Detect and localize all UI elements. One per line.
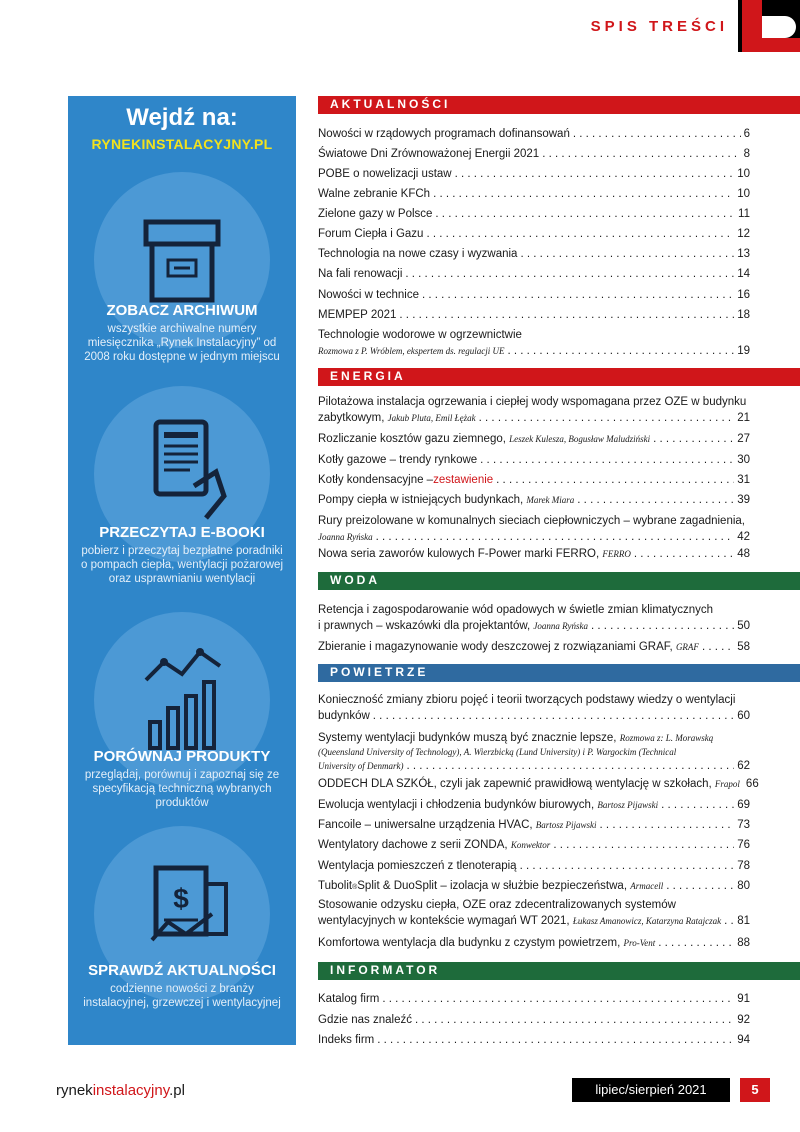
promo-heading: Wejdź na: xyxy=(126,104,238,131)
section-header-woda: WODA xyxy=(318,572,800,590)
section-header-aktualnosci: AKTUALNOŚCI xyxy=(318,96,800,114)
section-header-informator: INFORMATOR xyxy=(318,962,800,980)
toc-entry[interactable]: Retencja i zagospodarowanie wód opadowych w świetle zmian klimatycznych i prawnych – wskazówki dla projektantów, Joanna Ryńska . . . 50 xyxy=(318,602,750,634)
promo-panel[interactable] xyxy=(68,96,296,1045)
toc-entry[interactable]: Konieczność zmiany zbioru pojęć i teorii tworzących podstawy wiedzy o wentylacji budynków . . . 60 xyxy=(318,692,750,724)
page-section-title: SPIS TREŚCI xyxy=(590,18,728,35)
toc-entry[interactable]: Kotły kondensacyjne – zestawienie . . . 31 xyxy=(318,472,750,488)
toc-entry[interactable]: Systemy wentylacji budynków muszą być znacznie lepsze, Rozmowa z: L. Morawską (Queensland University of Technology), A. Wierzbicką (Lund University) i P. Wargockim (Technical University of Denmark) . . . 62 xyxy=(318,730,750,773)
toc-entry[interactable]: Indeks firm . . . 94 xyxy=(318,1032,750,1048)
toc-entry[interactable]: ODDECH DLA SZKÓŁ, czyli jak zapewnić prawidłową wentylację w szkołach, Frapol 66 xyxy=(318,778,759,790)
toc-entry[interactable]: Katalog firm . . . 91 xyxy=(318,991,750,1007)
toc-entry[interactable]: Komfortowa wentylacja dla budynku z czystym powietrzem, Pro-Vent . . . 88 xyxy=(318,935,750,951)
toc-entry[interactable]: Walne zebranie KFCh . . . 10 xyxy=(318,186,750,202)
toc-entry[interactable]: Technologie wodorowe w ogrzewnictwie Rozmowa z P. Wróblem, ekspertem ds. regulacji UE . . . 19 xyxy=(318,327,750,359)
toc-entry[interactable]: Zielone gazy w Polsce . . . 11 xyxy=(318,206,750,222)
toc-entry[interactable]: Kotły gazowe – trendy rynkowe . . . 30 xyxy=(318,452,750,468)
toc-entry[interactable]: POBE o nowelizacji ustaw . . . 10 xyxy=(318,166,750,182)
promo-desc-ebooks: pobierz i przeczytaj bezpłatne poradniki o pompach ciepła, wentylacji pożarowej oraz usprawnianiu wentylacji xyxy=(81,545,283,585)
magazine-logo-icon xyxy=(738,0,800,52)
toc-entry[interactable]: Rury preizolowane w komunalnych sieciach ciepłowniczych – wybrane zagadnienia, Joanna Ryńska . . . 42 xyxy=(318,513,750,545)
promo-title-products: PORÓWNAJ PRODUKTY xyxy=(93,748,271,765)
toc-entry[interactable]: Tubolit ® Split & DuoSplit – izolacja w służbie bezpieczeństwa, Armacell . . . 80 xyxy=(318,878,750,896)
toc-entry[interactable]: Nowości w rządowych programach dofinansowań . . . 6 xyxy=(318,126,750,142)
promo-title-ebooks: PRZECZYTAJ E-BOOKI xyxy=(99,524,265,541)
toc-entry[interactable]: Pompy ciepła w istniejących budynkach, Marek Miara . . . 39 xyxy=(318,492,750,508)
footer-issue: lipiec/sierpień 2021 xyxy=(572,1078,730,1102)
section-header-powietrze: POWIETRZE xyxy=(318,664,800,682)
toc-entry[interactable]: Nowości w technice . . . 16 xyxy=(318,287,750,303)
toc-entry[interactable]: Technologia na nowe czasy i wyzwania . . . 13 xyxy=(318,246,750,262)
promo-title-archive: ZOBACZ ARCHIWUM xyxy=(106,302,258,319)
promo-desc-archive: wszystkie archiwalne numery miesięcznika „Rynek Instalacyjny” od 2008 roku dostępne w jednym miejscu xyxy=(84,323,280,363)
toc-entry[interactable]: Nowa seria zaworów kulowych F-Power marki FERRO, FERRO . . . 48 xyxy=(318,546,750,562)
toc-entry[interactable]: Światowe Dni Zrównoważonej Energii 2021 . . . 8 xyxy=(318,146,750,162)
toc-entry[interactable]: Fancoile – uniwersalne urządzenia HVAC, Bartosz Pijawski . . . 73 xyxy=(318,817,750,833)
toc-entry[interactable]: Na fali renowacji . . . 14 xyxy=(318,266,750,282)
promo-desc-news: codzienne nowości z branży instalacyjnej, grzewczej i wentylacyjnej xyxy=(83,983,281,1009)
toc-entry[interactable]: Wentylatory dachowe z serii ZONDA, Konwektor . . . 76 xyxy=(318,837,750,853)
footer-site-link[interactable]: rynekinstalacyjny.pl xyxy=(56,1082,185,1099)
toc-entry[interactable]: Forum Ciepła i Gazu . . . 12 xyxy=(318,226,750,242)
section-header-energia: ENERGIA xyxy=(318,368,800,386)
toc-entry[interactable]: Gdzie nas znaleźć . . . 92 xyxy=(318,1012,750,1028)
toc-entry[interactable]: Wentylacja pomieszczeń z tlenoterapią . . . 78 xyxy=(318,858,750,874)
toc-entry[interactable]: Ewolucja wentylacji i chłodzenia budynków biurowych, Bartosz Pijawski . . . 69 xyxy=(318,797,750,813)
footer-page-number: 5 xyxy=(740,1078,770,1102)
toc-entry[interactable]: MEMPEP 2021 . . . 18 xyxy=(318,307,750,323)
toc-entry[interactable]: Zbieranie i magazynowanie wody deszczowej z rozwiązaniami GRAF, GRAF . . . 58 xyxy=(318,639,750,655)
promo-desc-products: przeglądaj, porównuj i zapoznaj się ze specyfikacją techniczną wybranych produktów xyxy=(84,769,280,809)
promo-title-news: SPRAWDŹ AKTUALNOŚCI xyxy=(88,962,276,979)
svg-text:$: $ xyxy=(173,883,189,914)
toc-entry[interactable]: Pilotażowa instalacja ogrzewania i ciepłej wody wspomagana przez OZE w budynku zabytkowym, Jakub Pluta, Emil Łężak . . . 21 xyxy=(318,394,750,426)
promo-site-link[interactable]: RYNEKINSTALACYJNY.PL xyxy=(91,136,273,152)
toc-entry[interactable]: Rozliczanie kosztów gazu ziemnego, Leszek Kulesza, Bogusław Maludziński . . . 27 xyxy=(318,431,750,447)
toc-entry[interactable]: Stosowanie odzysku ciepła, OZE oraz zdecentralizowanych systemów wentylacyjnych w kontekście wymagań WT 2021, Łukasz Amanowicz, Katarzyna Ratajczak . . . 81 xyxy=(318,897,750,929)
